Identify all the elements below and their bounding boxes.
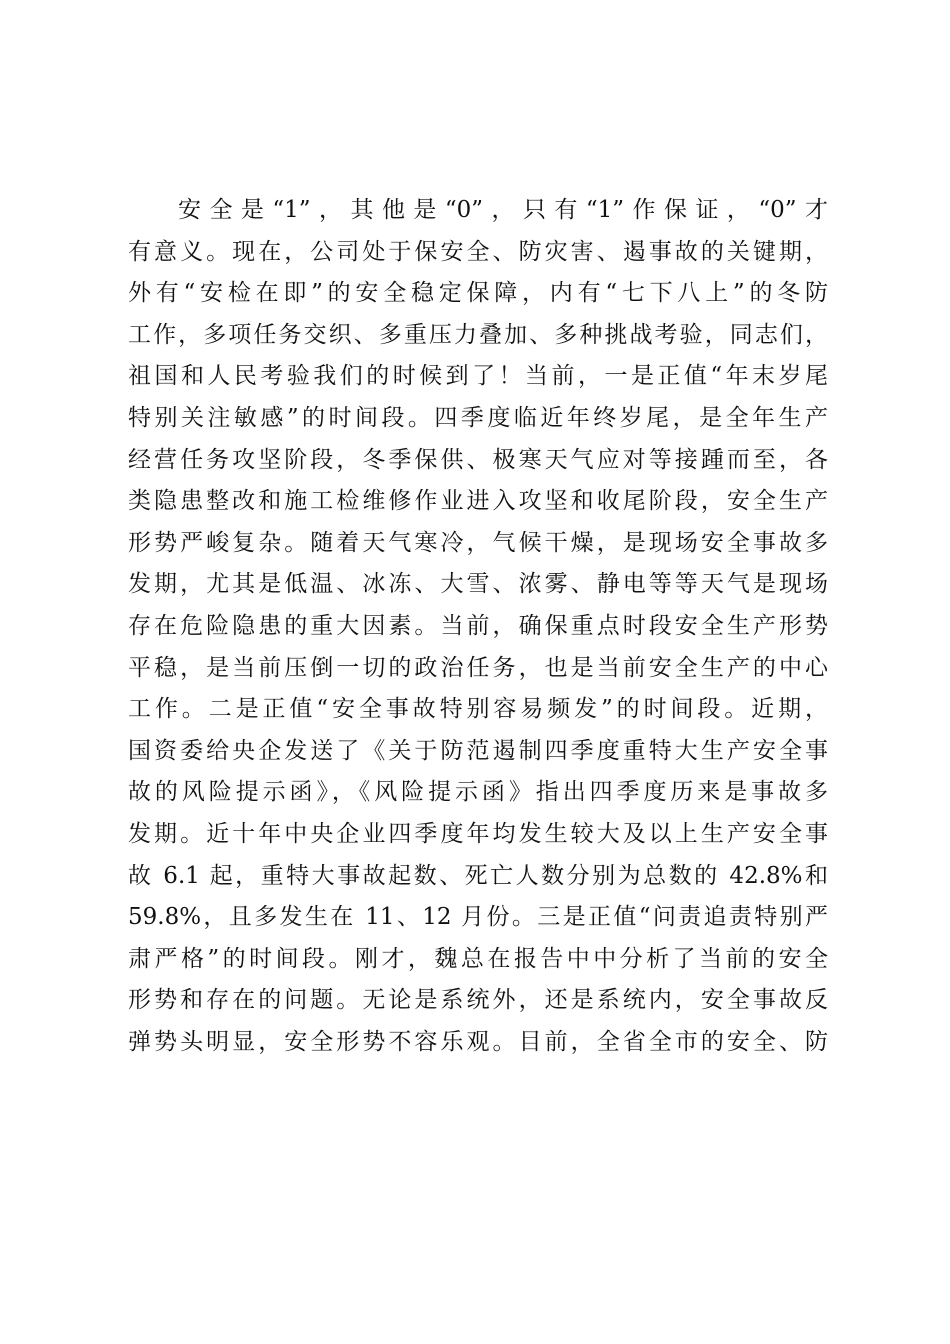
text-line: 弹势头明显，安全形势不容乐观。目前，全省全市的安全、防	[128, 1028, 828, 1055]
text-line: 工作，多项任务交织、多重压力叠加、多种挑战考验，同志们，	[128, 321, 828, 348]
text-line: 经营任务攻坚阶段，冬季保供、极寒天气应对等接踵而至，各	[128, 446, 828, 473]
text-line: 祖国和人民考验我们的时候到了！当前，一是正值“年末岁尾	[128, 363, 828, 390]
text-line: 国资委给央企发送了《关于防范遏制四季度重特大生产安全事	[128, 737, 828, 764]
text-line: 肃严格”的时间段。刚才，魏总在报告中中分析了当前的安全	[128, 945, 828, 972]
text-line: 故的风险提示函》，《风险提示函》指出四季度历来是事故多	[128, 779, 828, 806]
text-line: 形势和存在的问题。无论是系统外，还是系统内，安全事故反	[128, 987, 828, 1014]
text-line: 工作。二是正值“安全事故特别容易频发”的时间段。近期，	[128, 696, 828, 723]
text-line: 故 6.1 起，重特大事故起数、死亡人数分别为总数的 42.8%和	[128, 862, 828, 889]
text-line: 安全是“1”，其他是“0”，只有“1”作保证，“0”才	[178, 197, 828, 223]
body-paragraph	[128, 190, 828, 1063]
text-line: 存在危险隐患的重大因素。当前，确保重点时段安全生产形势	[128, 612, 828, 639]
text-line: 类隐患整改和施工检维修作业进入攻坚和收尾阶段，安全生产	[128, 488, 828, 515]
text-line: 形势严峻复杂。随着天气寒冷，气候干燥，是现场安全事故多	[128, 529, 828, 556]
text-line: 发期，尤其是低温、冰冻、大雪、浓雾、静电等等天气是现场	[128, 571, 828, 598]
text-line: 有意义。现在，公司处于保安全、防灾害、遏事故的关键期，	[128, 238, 828, 265]
text-line: 59.8%，且多发生在 11、12 月份。三是正值“问责追责特别严	[128, 904, 828, 931]
text-line: 特别关注敏感”的时间段。四季度临近年终岁尾，是全年生产	[128, 404, 828, 431]
text-line: 平稳，是当前压倒一切的政治任务，也是当前安全生产的中心	[128, 654, 828, 681]
text-line: 外有“安检在即”的安全稳定保障，内有“七下八上”的冬防	[128, 280, 828, 307]
text-line: 发期。近十年中央企业四季度年均发生较大及以上生产安全事	[128, 820, 828, 847]
